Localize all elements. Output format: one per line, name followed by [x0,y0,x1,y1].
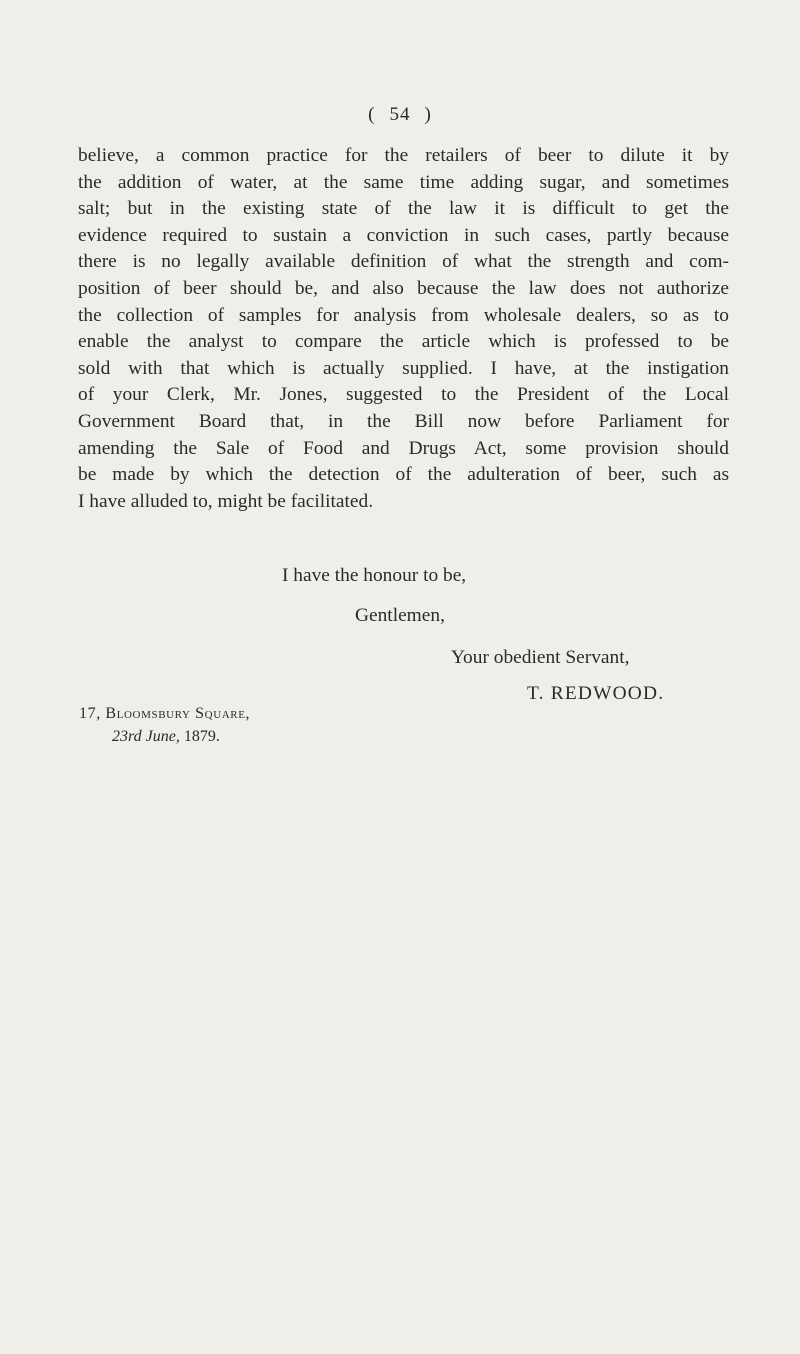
page-number-open-paren: ( [368,104,376,125]
body-line: enable the analyst to compare the article which is professed to be [78,331,729,353]
body-line: there is no legally available definition of what the strength and com- [78,251,729,273]
body-line: position of beer should be, and also because the law does not authorize [78,277,729,299]
sender-address [79,705,250,723]
body-line: of your Clerk, Mr. Jones, suggested to the President of the Local [78,384,729,406]
body-line: sold with that which is actually supplied. I have, at the instigation [78,357,729,379]
letter-date [112,728,220,746]
body-line: the addition of water, at the same time adding sugar, and sometimes [78,171,729,193]
body-line-last: I have alluded to, might be facilitated. [78,490,374,512]
signature: T. REDWOOD. [527,683,665,704]
page-number-value: 54 [389,104,411,125]
address-street: Bloomsbury Square, [105,705,251,722]
closing-honour: I have the honour to be, [282,565,467,586]
date-day: 23rd [112,728,142,745]
body-line: Government Board that, in the Bill now before Parliament for [78,410,729,432]
page-number-close-paren: ) [424,104,432,125]
body-line: amending the Sale of Food and Drugs Act, some provision should [78,437,729,459]
body-line: believe, a common practice for the retailers of beer to dilute it by [78,145,729,166]
letter-body [78,143,729,515]
date-month: June, [145,728,180,745]
date-year: 1879. [183,728,220,745]
body-line: salt; but in the existing state of the law it is difficult to get the [78,198,729,220]
page-number [0,104,800,126]
closing-salutation: Gentlemen, [355,605,445,626]
body-line: the collection of samples for analysis from wholesale dealers, so as to [78,304,729,326]
address-number: 17, [79,705,101,722]
closing-servant: Your obedient Servant, [451,647,630,668]
body-line: be made by which the detection of the adulteration of beer, such as [78,464,729,486]
body-line: evidence required to sustain a conviction in such cases, partly because [78,224,729,246]
